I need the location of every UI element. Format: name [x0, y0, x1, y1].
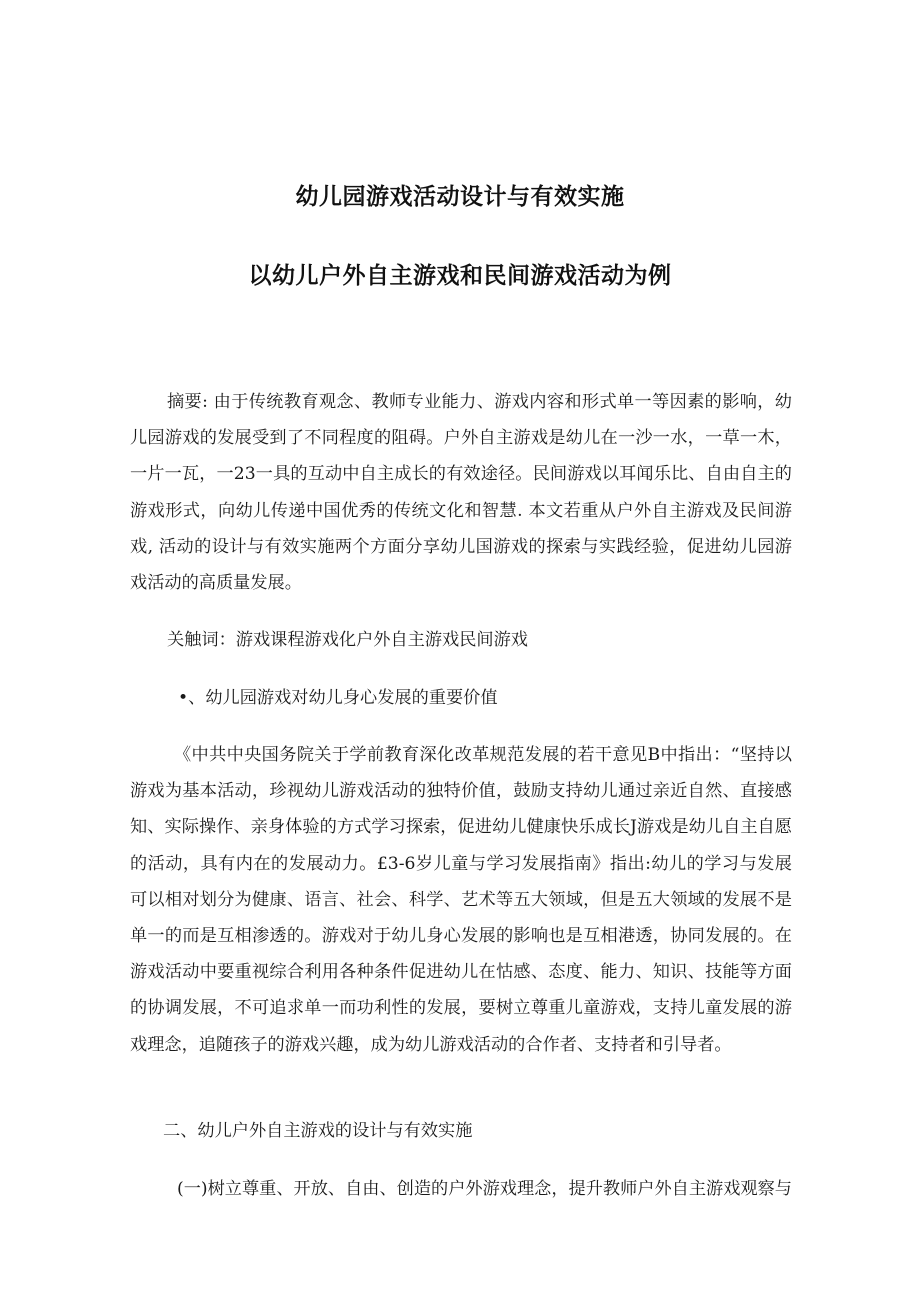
section-1-paragraph: 《中共中央国务院关于学前教育深化改革规范发展的若干意见B中指出：“坚持以游戏为基本活动，珍视幼儿游戏活动的独特价值，鼓励支持幼儿通过亲近自然、直接感知、实际操作、亲身体验的方式学习探索，促进幼儿健康快乐成长J游戏是幼儿自主自愿的活动，具有内在的发展动力。£3-6岁儿童与学习发展指南》指出:幼儿的学习与发展可以相对划分为健康、语言、社会、科学、艺术等五大领域，但是五大领域的发展不是单一的而是互相渗透的。游戏对于幼儿身心发展的影响也是互相港透，协同发展的。在游戏活动中要重视综合利用各种条件促进幼儿在怙感、态度、能力、知识、技能等方面的协调发展，不可追求单一而功利性的发展，要树立尊重儿童游戏，支持儿童发展的游戏理念，追随孩子的游戏兴趣，成为幼儿游戏活动的合作者、支持者和引导者。 [130, 745, 792, 1055]
section-2-heading: 二、幼儿户外自主游戏的设计与有效实施 [163, 1121, 473, 1141]
section-2-subheading-1: (一)树立尊重、开放、自由、创造的户外游戏理念，提升教师户外自主游戏观察与 [177, 1179, 792, 1199]
abstract-paragraph: 摘要: 由于传统教育观念、教师专业能力、游戏内容和形式单一等因素的影响，幼儿园游戏的发展受到了不同程度的阻碍。户外自主游戏是幼儿在一沙一水，一草一木，一片一瓦，一23一具的互动中自主成长的有效途径。民间游戏以耳闻乐比、自由自主的游戏形式，向幼儿传递中国优秀的传统文化和智慧. 本文若重从户外自主游戏及民间游戏, 活动的设计与有效实施两个方面分享幼儿国游戏的探索与实践经验，促进幼儿园游戏活动的高质量发展。 [130, 392, 792, 594]
document-subtitle: 以幼儿户外自主游戏和民间游戏活动为例 [248, 263, 672, 289]
document-title: 幼儿园游戏活动设计与有效实施 [295, 184, 625, 210]
keywords-line: 关触词：游戏课程游戏化户外自主游戏民间游戏 [167, 630, 528, 650]
section-1-heading: •、幼儿园游戏对幼儿身心发展的重要价值 [178, 688, 498, 708]
